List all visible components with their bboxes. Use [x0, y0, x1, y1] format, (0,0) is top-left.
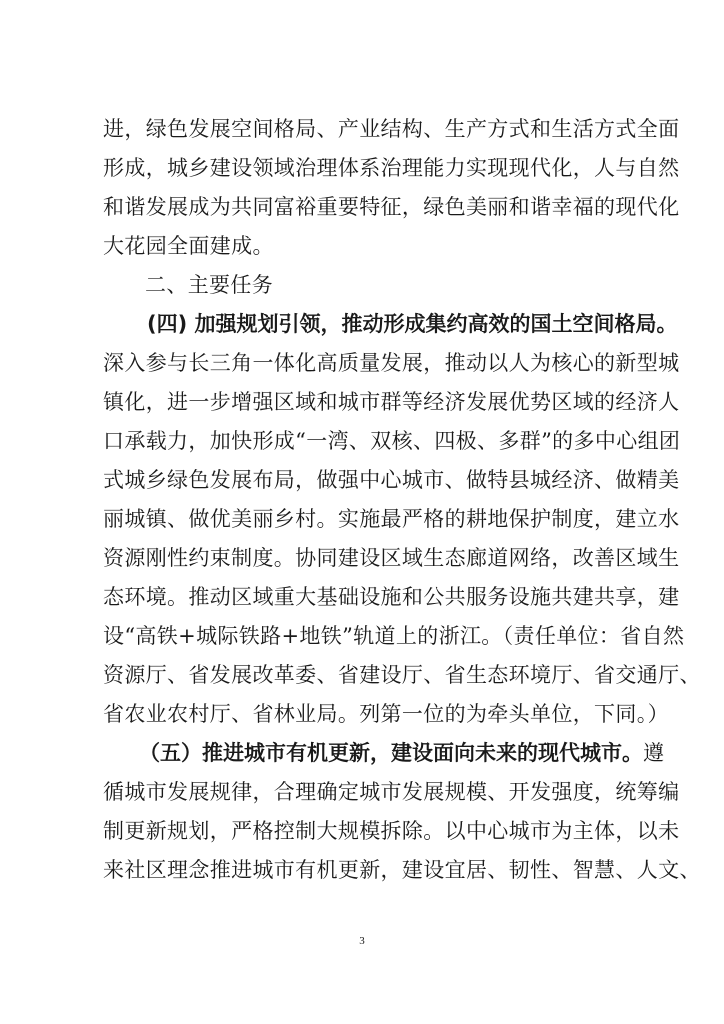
paragraph-line: 深入参与长三角一体化高质量发展，推动以人为核心的新型城 — [103, 351, 680, 375]
paragraph-line: 设“高铁+城际铁路+地铁”轨道上的浙江。（责任单位：省自然 — [103, 624, 685, 648]
paragraph-line: 式城乡绿色发展布局，做强中心城市、做特县城经济、做精美 — [103, 468, 680, 492]
paragraph-line: 态环境。推动区域重大基础设施和公共服务设施共建共享，建 — [103, 585, 680, 609]
paragraph-line: 制更新规划，严格控制大规模拆除。以中心城市为主体，以未 — [103, 819, 680, 843]
item5-heading — [139, 739, 664, 767]
paragraph-line: 资源刚性约束制度。协同建设区域生态廊道网络，改善区域生 — [103, 546, 680, 570]
item4-heading: (四) 加强规划引领，推动形成集约高效的国土空间格局。 — [147, 312, 678, 336]
paragraph-line: 省农业农村厅、省林业局。列第一位的为牵头单位，下同。） — [103, 702, 669, 726]
paragraph-line: 和谐发展成为共同富裕重要特征，绿色美丽和谐幸福的现代化 — [103, 195, 680, 219]
paragraph-line: 资源厅、省发展改革委、省建设厅、省生态环境厅、省交通厅、 — [103, 663, 701, 687]
paragraph-line: 来社区理念推进城市有机更新，建设宜居、韧性、智慧、人文、 — [103, 858, 701, 882]
paragraph-line: 丽城镇、做优美丽乡村。实施最严格的耕地保护制度，建立水 — [103, 507, 680, 531]
item5-heading-tail: 遵 — [643, 741, 665, 765]
page-number: 3 — [359, 935, 365, 947]
paragraph-line: 大花园全面建成。 — [103, 234, 274, 258]
paragraph-line: 进，绿色发展空间格局、产业结构、生产方式和生活方式全面 — [103, 117, 680, 141]
paragraph-line: 循城市发展规律，合理确定城市发展规模、开发强度，统筹编 — [103, 780, 680, 804]
paragraph-line: 形成，城乡建设领域治理体系治理能力实现现代化，人与自然 — [103, 156, 680, 180]
section-heading: 二、主要任务 — [145, 273, 274, 297]
item5-heading-text: （五）推进城市有机更新，建设面向未来的现代城市。 — [139, 741, 643, 765]
paragraph-line: 镇化，进一步增强区域和城市群等经济发展优势区域的经济人 — [103, 390, 680, 414]
paragraph-line: 口承载力，加快形成“一湾、双核、四极、多群”的多中心组团 — [103, 429, 681, 453]
